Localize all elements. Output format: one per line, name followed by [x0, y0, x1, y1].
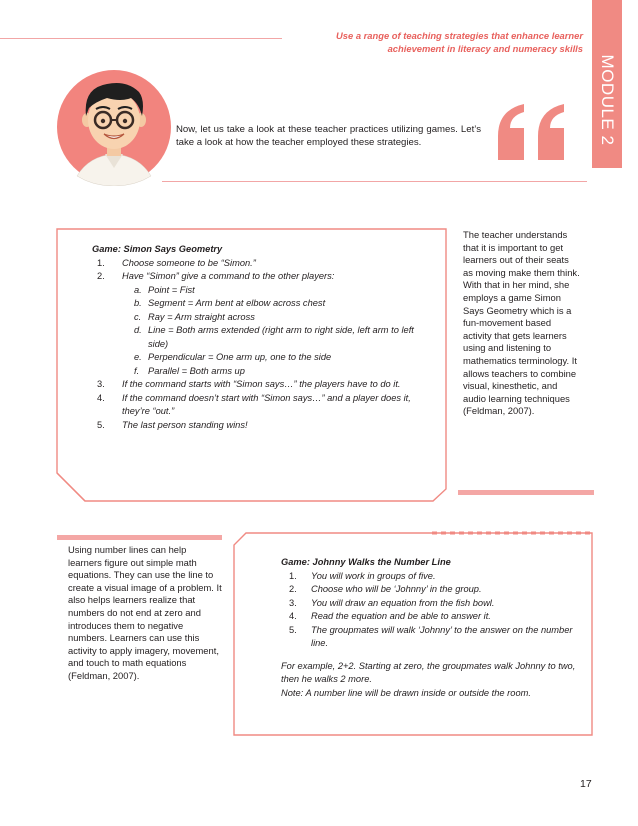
teacher-sidenote: The teacher understands that it is important to get learners out of their seats as moving make them think. With that in her mind, she employs a game Simon Says Geometry which is a fun-movement based activity that gets learners using and listening to mathematics terminology. It allows teachers to combine visual, kinesthetic, and audio learning techniques (Feldman, 2007). — [463, 229, 580, 417]
command-item: c. Ray = Arm straight across — [134, 311, 255, 322]
intro-paragraph: Now, let us take a look at these teacher practices utilizing games. Let’s take a look at how the teacher employed these strategies. — [176, 124, 481, 148]
sidenote-accent-bar — [57, 535, 222, 540]
list-item: 3. If the command starts with “Simon says…” the players have to do it. — [97, 379, 401, 389]
simon-game-title: Game: Simon Says Geometry — [92, 244, 223, 254]
command-item: b. Segment = Arm bent at elbow across chest — [134, 298, 326, 308]
simon-steps-list — [92, 257, 432, 433]
johnny-note: Note: A number line will be drawn inside or outside the room. — [281, 687, 531, 698]
johnny-example: For example, 2+2. Starting at zero, the groupmates walk Johnny to two, then he walks 2 more. — [281, 660, 576, 684]
module-tab — [592, 0, 622, 168]
list-item: 2. Have “Simon” give a command to the other players: — [97, 271, 335, 281]
johnny-game-card — [281, 556, 581, 700]
sidenote-accent-bar — [458, 490, 594, 495]
list-item: 5. The groupmates will walk ‘Johnny’ to the answer on the number line. — [289, 624, 573, 648]
list-item: 3. You will draw an equation from the fish bowl. — [289, 597, 495, 608]
command-item: d. Line = Both arms extended (right arm to right side, left arm to left side) — [134, 325, 414, 349]
list-item: 2. Choose who will be ‘Johnny’ in the group. — [289, 584, 482, 594]
list-item: 1. You will work in groups of five. — [289, 570, 436, 581]
module-label: MODULE 2 — [598, 54, 617, 146]
johnny-game-title: Game: Johnny Walks the Number Line — [281, 557, 451, 567]
list-item: 1. Choose someone to be “Simon.” — [97, 257, 256, 268]
command-item: e. Perpendicular = One arm up, one to the side — [134, 352, 332, 362]
teacher-avatar-illustration — [55, 68, 173, 186]
list-item: 4. Read the equation and be able to answer it. — [289, 611, 491, 621]
simon-game-card — [92, 243, 432, 432]
intro-underline — [162, 181, 587, 182]
quote-marks-icon — [494, 102, 574, 164]
command-item: f. Parallel = Both arms up — [134, 365, 245, 376]
numberline-sidenote: Using number lines can help learners figure out simple math equations. They can use the line to create a visual image of a problem. It also helps learners realize that numbers do not end at zero and introduces them to negative numbers. Learners can use this activity to apply imagery, movement, and touch to math equations (Feldman, 2007). — [68, 544, 222, 681]
module-subtitle: Use a range of teaching strategies that enhance learner achievement in literacy and numeracy skills — [336, 30, 583, 54]
command-item: a. Point = Fist — [134, 284, 195, 295]
header-rule — [0, 38, 282, 39]
list-item: 5. The last person standing wins! — [97, 419, 248, 430]
page-number: 17 — [580, 778, 592, 790]
list-item: 4. If the command doesn’t start with “Simon says…” and a player does it, they’re “out.” — [97, 392, 411, 416]
